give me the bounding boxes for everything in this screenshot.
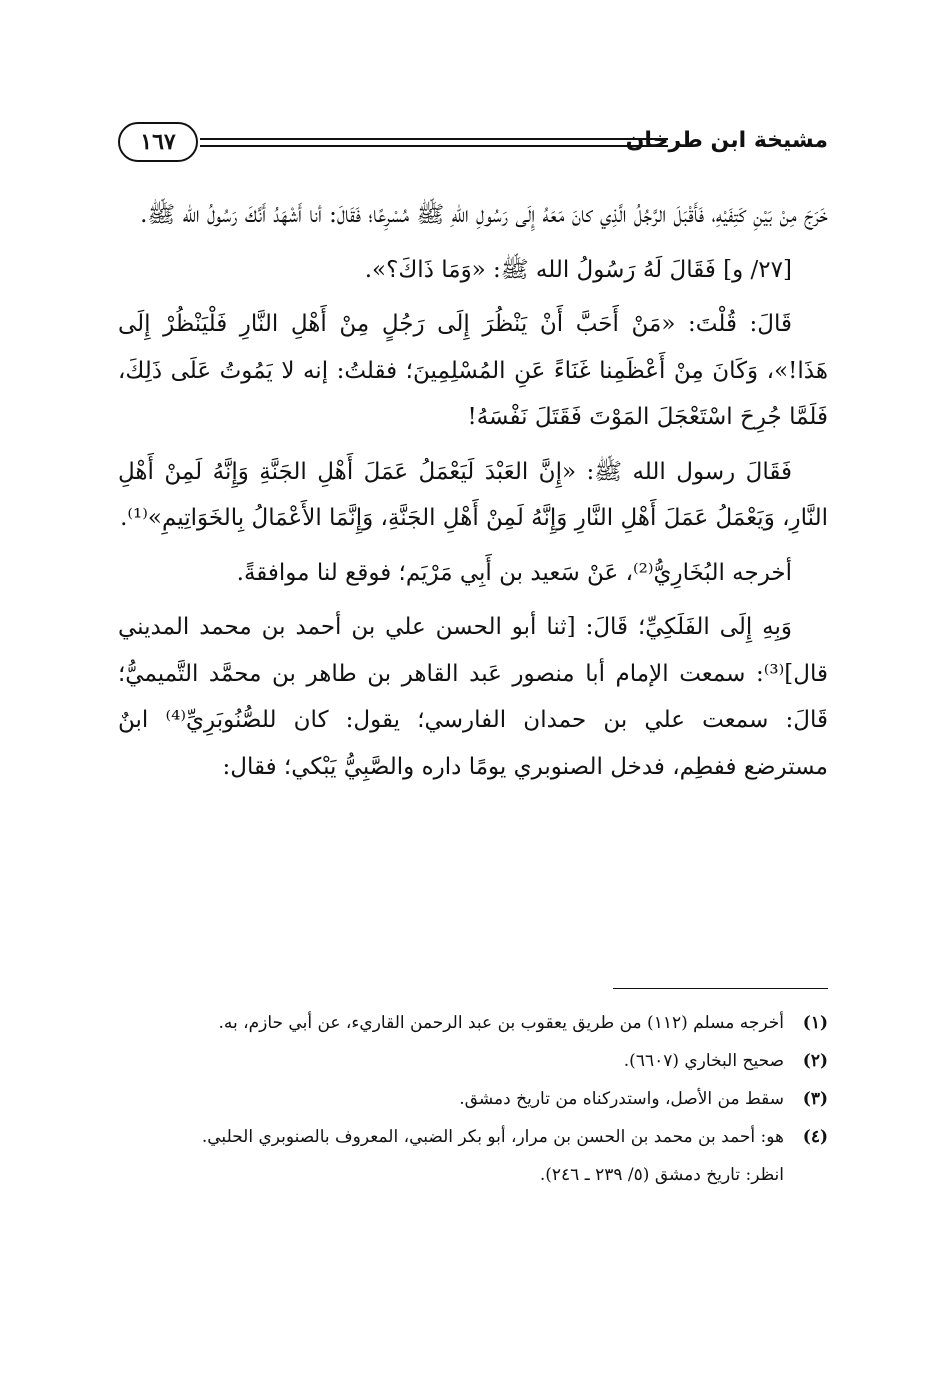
footnote-separator	[613, 988, 828, 989]
footnote	[118, 1122, 828, 1152]
book-title: مشيخة ابن طرخان	[625, 128, 828, 153]
page-header	[118, 118, 828, 168]
paragraph: قَالَ: قُلْتَ: «مَنْ أَحَبَّ أَنْ يَنْظُرَ إِلَى رَجُلٍ مِنْ أَهْلِ النَّارِ فَلْيَنْظُرْ إِلَى هَذَا!»، وَكَانَ مِنْ أَعْظَمِنا غَنَاءً عَنِ المُسْلِمِينَ؛ فقلتُ: إنه لا يَمُوتُ عَلَى ذَلِكَ، فَلَمَّا جُرِحَ اسْتَعْجَلَ المَوْتَ فَقَتَلَ نَفْسَهُ!	[118, 311, 828, 430]
paragraph: خَرَجَ مِنْ بَيْنِ كَتِفَيْهِ، فَأَقْبَلَ الرَّجُلُ الَّذِي كانَ مَعَهُ إِلَى رَسُولِ اللهِ ﷺ مُسْرِعًا؛ فَقَالَ: أنا أَشْهَدُ أَنَّكَ رَسُولُ الله ﷺ.	[140, 202, 828, 228]
footnote-text: سقط من الأصل، واستدركناه من تاريخ دمشق.	[459, 1089, 784, 1109]
footnote-number: (٢)	[802, 1051, 828, 1071]
footnote-number: (٤)	[802, 1127, 828, 1147]
footnote-text: صحيح البخاري (٦٦٠٧).	[623, 1051, 784, 1071]
footnote	[118, 1008, 828, 1038]
paragraph: [٢٧/ و] فَقَالَ لَهُ رَسُولُ الله ﷺ: «وَمَا ذَاكَ؟».	[364, 256, 792, 283]
footnote	[118, 1046, 828, 1076]
footnote	[118, 1084, 828, 1114]
paragraph: وَبِهِ إِلَى الفَلَكِيِّ؛ قَالَ: [ثنا أبو الحسن علي بن أحمد بن محمد المديني قال]⁽³⁾: سمعت الإمام أبا منصور عَبد القاهر بن طاهر بن محمَّد التَّميميُّ؛ قَالَ: سمعت علي بن حمدان الفارسي؛ يقول: كان للصُّنُوبَرِيِّ⁽⁴⁾ ابنٌ مسترضع ففطِم، فدخل الصنوبري يومًا داره والصَّبِيُّ يَبْكي؛ فقال:	[118, 614, 828, 780]
paragraph: فَقَالَ رسول الله ﷺ: «إِنَّ العَبْدَ لَيَعْمَلُ عَمَلَ أَهْلِ الجَنَّةِ وَإِنَّهُ لَمِنْ أَهْلِ النَّارِ، وَيَعْمَلُ عَمَلَ أَهْلِ النَّارِ وَإِنَّهُ لَمِنْ أَهْلِ الجَنَّةِ، وَإِنَّمَا الأَعْمَالُ بِالخَوَاتِيمِ»⁽¹⁾.	[118, 458, 828, 531]
footnote-reference: انظر: تاريخ دمشق (٥/ ٢٣٩ ـ ٢٤٦).	[539, 1165, 784, 1185]
footnotes	[118, 1008, 828, 1190]
footnote-text: هو: أحمد بن محمد بن الحسن بن مرار، أبو بكر الضبي، المعروف بالصنوبري الحلبي.	[201, 1127, 784, 1147]
page-number: ١٦٧	[118, 122, 198, 162]
footnote-number: (٣)	[802, 1089, 828, 1109]
paragraph: أخرجه البُخَارِيُّ⁽²⁾، عَنْ سَعيد بن أَبِي مَرْيَم؛ فوقع لنا موافقةً.	[236, 559, 792, 586]
main-text	[118, 192, 828, 798]
footnote-number: (١)	[802, 1013, 828, 1033]
header-rule	[200, 138, 668, 147]
footnote-text: أخرجه مسلم (١١٢) من طريق يعقوب بن عبد الرحمن القاريء، عن أبي حازم، به.	[218, 1013, 784, 1033]
